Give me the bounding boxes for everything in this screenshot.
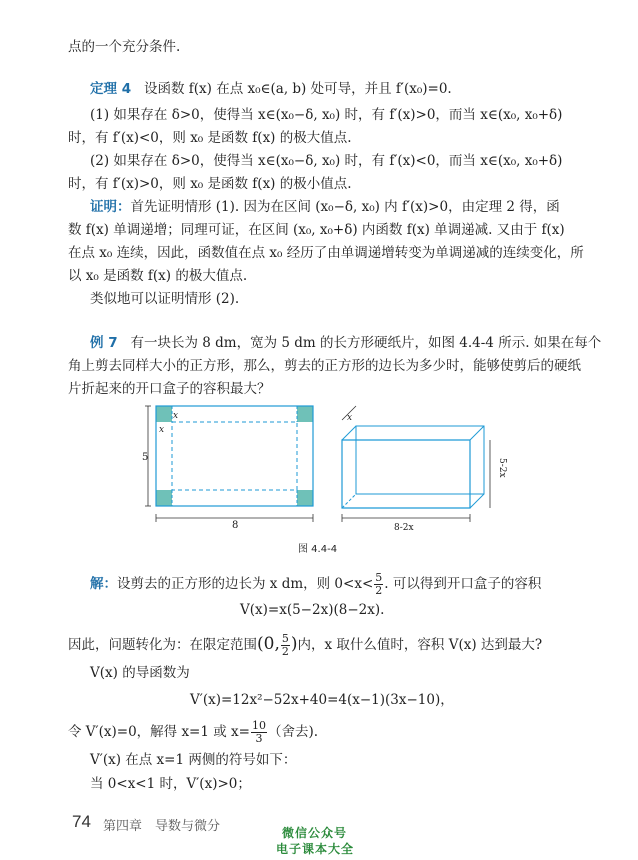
text-line: 当 0<x<1 时，V′(x)>0；	[90, 776, 251, 792]
label-height: 5	[142, 452, 149, 463]
label-box-length: 8-2x	[394, 523, 414, 533]
label-length: 8	[232, 520, 239, 531]
text-line: 片折起来的开口盒子的容积最大？	[68, 381, 271, 397]
text-line: 时，有 f′(x)>0，则 x₀ 是函数 f(x) 的极小值点.	[68, 176, 352, 192]
text-line: 角上剪去同样大小的正方形，那么，剪去的正方形的边长为多少时，能够使剪后的硬纸	[68, 358, 581, 374]
label-box-height: 5-2x	[497, 458, 507, 478]
box-front	[342, 440, 470, 508]
corner-square	[156, 490, 172, 506]
fraction: $\frac{5}{2}$	[375, 571, 383, 597]
equation: V(x)=x(5−2x)(8−2x).	[240, 602, 385, 618]
chapter-title: 第四章 导数与微分	[103, 819, 221, 834]
theorem-line	[90, 80, 452, 98]
watermark: 电子课本大全	[276, 842, 355, 856]
label-x: x	[173, 411, 179, 421]
solution-text: 设剪去的正方形的边长为 x dm，则 0<x<	[117, 576, 374, 592]
solution-text: . 可以得到开口盒子的容积	[384, 576, 542, 592]
text-line: 以 x₀ 是函数 f(x) 的极大值点.	[68, 268, 248, 284]
corner-square	[297, 406, 313, 422]
box-back	[356, 426, 484, 494]
text-line: V′(x) 在点 x=1 两侧的符号如下：	[90, 752, 297, 768]
theorem-text: 设函数 f(x) 在点 x₀∈(a, b) 处可导，并且 f′(x₀)=0.	[143, 81, 452, 97]
label-x: x	[347, 413, 353, 423]
proof-text: 首先证明情形 (1). 因为在区间 (x₀−δ, x₀) 内 f′(x)>0，由定理 2 得，函	[130, 199, 560, 215]
example-text: 有一块长为 8 dm，宽为 5 dm 的长方形硬纸片，如图 4.4-4 所示. 如果在每个	[130, 335, 602, 351]
figure-caption: 图 4.4-4	[298, 544, 338, 555]
equation: V′(x)=12x²−52x+40=4(x−1)(3x−10)，	[190, 692, 454, 708]
example-line	[90, 334, 601, 352]
label-x: x	[159, 425, 165, 435]
figure-box-diagram	[140, 400, 530, 540]
page-number: 74	[72, 812, 91, 831]
theorem-label: 定理 4	[90, 81, 132, 97]
text-line: (1) 如果存在 δ>0，使得当 x∈(x₀−δ, x₀) 时，有 f′(x)>0，而当 x∈(x₀, x₀+δ)	[90, 107, 563, 123]
text-line: (2) 如果存在 δ>0，使得当 x∈(x₀−δ, x₀) 时，有 f′(x)<0，而当 x∈(x₀, x₀+δ)	[90, 153, 563, 169]
corner-square	[156, 406, 172, 422]
solution-label: 解：	[90, 576, 117, 592]
corner-square	[297, 490, 313, 506]
text-line: 在点 x₀ 连续，因此，函数值在点 x₀ 经历了由单调递增转变为单调递减的连续变化，所	[68, 245, 584, 261]
proof-label: 证明：	[90, 199, 131, 215]
text-line: 点的一个充分条件.	[68, 39, 181, 55]
text-line: 数 f(x) 单调递增；同理可证，在区间 (x₀, x₀+δ) 内函数 f(x) 单调递减. 又由于 f(x)	[68, 222, 565, 238]
text-line: 因此，问题转化为：在限定范围(0, $\frac{5}{2}$ )内，x 取什么值时，容积 V(x) 达到最大?	[68, 632, 543, 658]
proof-line	[90, 198, 560, 216]
text-line: V(x) 的导函数为	[90, 665, 190, 681]
text-line: 类似地可以证明情形 (2).	[90, 291, 240, 307]
example-label: 例 7	[90, 335, 118, 351]
text-line: 时，有 f′(x)<0，则 x₀ 是函数 f(x) 的极大值点.	[68, 130, 352, 146]
sheet-outline	[156, 406, 313, 506]
watermark: 微信公众号	[282, 826, 348, 840]
text-line: 令 V′(x)=0，解得 x=1 或 x= $\frac{10}{3}$ （舍去).	[68, 719, 319, 745]
fold-line	[172, 422, 297, 490]
solution-line	[90, 572, 541, 597]
